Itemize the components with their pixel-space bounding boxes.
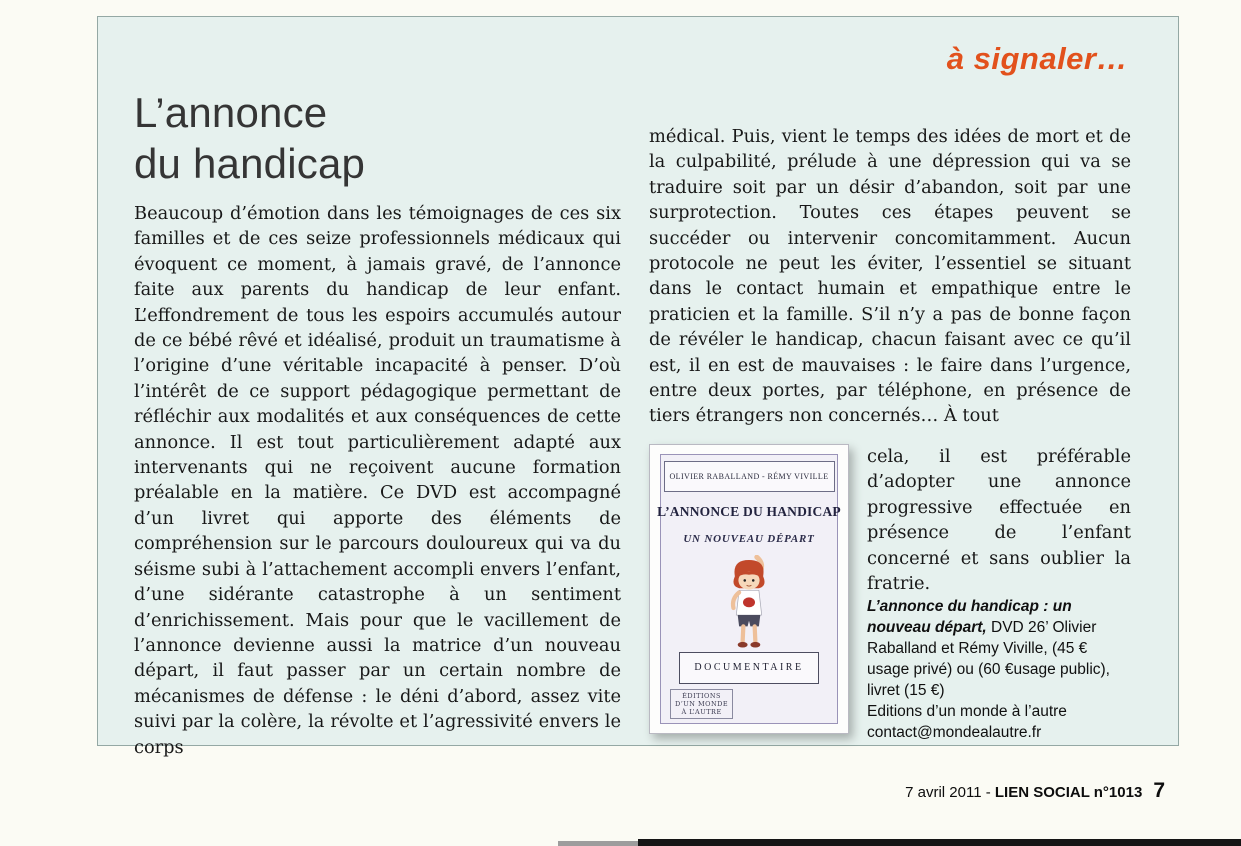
article-title-line1: L’annonce	[134, 89, 328, 136]
dvd-authors-label: OLIVIER RABALLAND - RÉMY VIVILLE	[664, 461, 835, 492]
dvd-subtitle-label: UN NOUVEAU DÉPART	[683, 532, 815, 545]
article-text-beside-cover: cela, il est préférable d’adopter une annonce progressive effectuée en présence de l’enfant concerné et sans oublier la fratrie.	[867, 445, 1131, 594]
dvd-cover	[649, 444, 849, 734]
dvd-publisher-line2: D’UN MONDE	[675, 699, 729, 708]
article-column-right	[649, 124, 1131, 743]
article-column-right-text: médical. Puis, vient le temps des idées de mort et de la culpabilité, prélude à une dépression qui va se traduire soit par un désir d’abandon, soit par une surprotection. Toutes ces étapes peuvent se succéder ou intervenir concomitamment. Aucun protocole ne peut les éviter, l’essentiel se situant dans le contact humain et empathique entre le praticien et la famille. S’il n’y a pas de bonne façon de révéler le handicap, chacun faisant avec ce qu’il est, il en est de mauvaises : le faire dans l’urgence, entre deux portes, par téléphone, en présence de tiers étrangers non concernés… À tout	[649, 126, 1131, 427]
page-footer	[905, 779, 1165, 803]
caption-contact-email: contact@mondealautre.fr	[867, 724, 1042, 742]
dvd-caption	[867, 596, 1131, 743]
dvd-title-label: L’ANNONCE DU HANDICAP	[657, 504, 841, 520]
article-panel	[97, 16, 1179, 758]
scan-artifact-black-bar	[638, 839, 1241, 846]
article-column-left: Beaucoup d’émotion dans les témoignages de ces six familles et de ces seize professionnels médicaux qui évoquent ce moment, à jamais gravé, de l’annonce faite aux parents du handicap de leur enfant. L’effondrement de tous les espoirs accumulés autour de ce bébé rêvé et idéalisé, produit un traumatisme à l’origine d’une véritable incapacité à penser. D’où l’intérêt de ce support pédagogique permettant de réfléchir aux modalités et aux conséquences de cette annonce. Il est tout particulièrement adapté aux intervenants qui ne reçoivent aucune formation préalable en la matière. Ce DVD est accompagné d’un livret qui apporte des éléments de compréhension sur le parcours douloureux qui va du séisme subi à l’attachement accompli envers l’enfant, d’une sidérante catastrophe à un sentiment d’enrichissement. Mais pour que le vacillement de l’annonce devienne aussi la matrice d’un nouveau départ, il faut passer par un certain nombre de mécanismes de défense : le déni d’abord, assez vite suivi par la colère, la révolte et l’agressivité envers le corps	[134, 203, 621, 758]
caption-details: DVD 26’ Olivier Raballand et Rémy Viville, (45 € usage privé) ou (60 €usage public), livret (15 €)	[867, 619, 1110, 700]
section-label: à signaler…	[946, 41, 1128, 76]
media-row	[649, 444, 1131, 743]
scan-artifact-gray-bar	[558, 841, 638, 846]
dvd-publisher-line1: ÉDITIONS	[682, 691, 722, 700]
footer-date: 7 avril 2011 -	[905, 784, 995, 801]
dvd-genre-label: DOCUMENTAIRE	[679, 652, 818, 683]
caption-title: L’annonce du handicap : un nouveau départ,	[867, 598, 1072, 637]
dvd-girl-illustration	[697, 555, 801, 650]
dvd-publisher-line3: À L’AUTRE	[681, 707, 722, 716]
footer-page-number: 7	[1153, 779, 1165, 802]
caption-publisher: Editions d’un monde à l’autre	[867, 703, 1067, 721]
dvd-cover-inner	[657, 454, 841, 724]
footer-journal-name: LIEN SOCIAL n°1013	[994, 784, 1143, 801]
article-title	[134, 87, 365, 189]
dvd-publisher-logo	[670, 689, 733, 719]
article-title-line2: du handicap	[134, 140, 366, 187]
media-side-column	[867, 444, 1131, 743]
